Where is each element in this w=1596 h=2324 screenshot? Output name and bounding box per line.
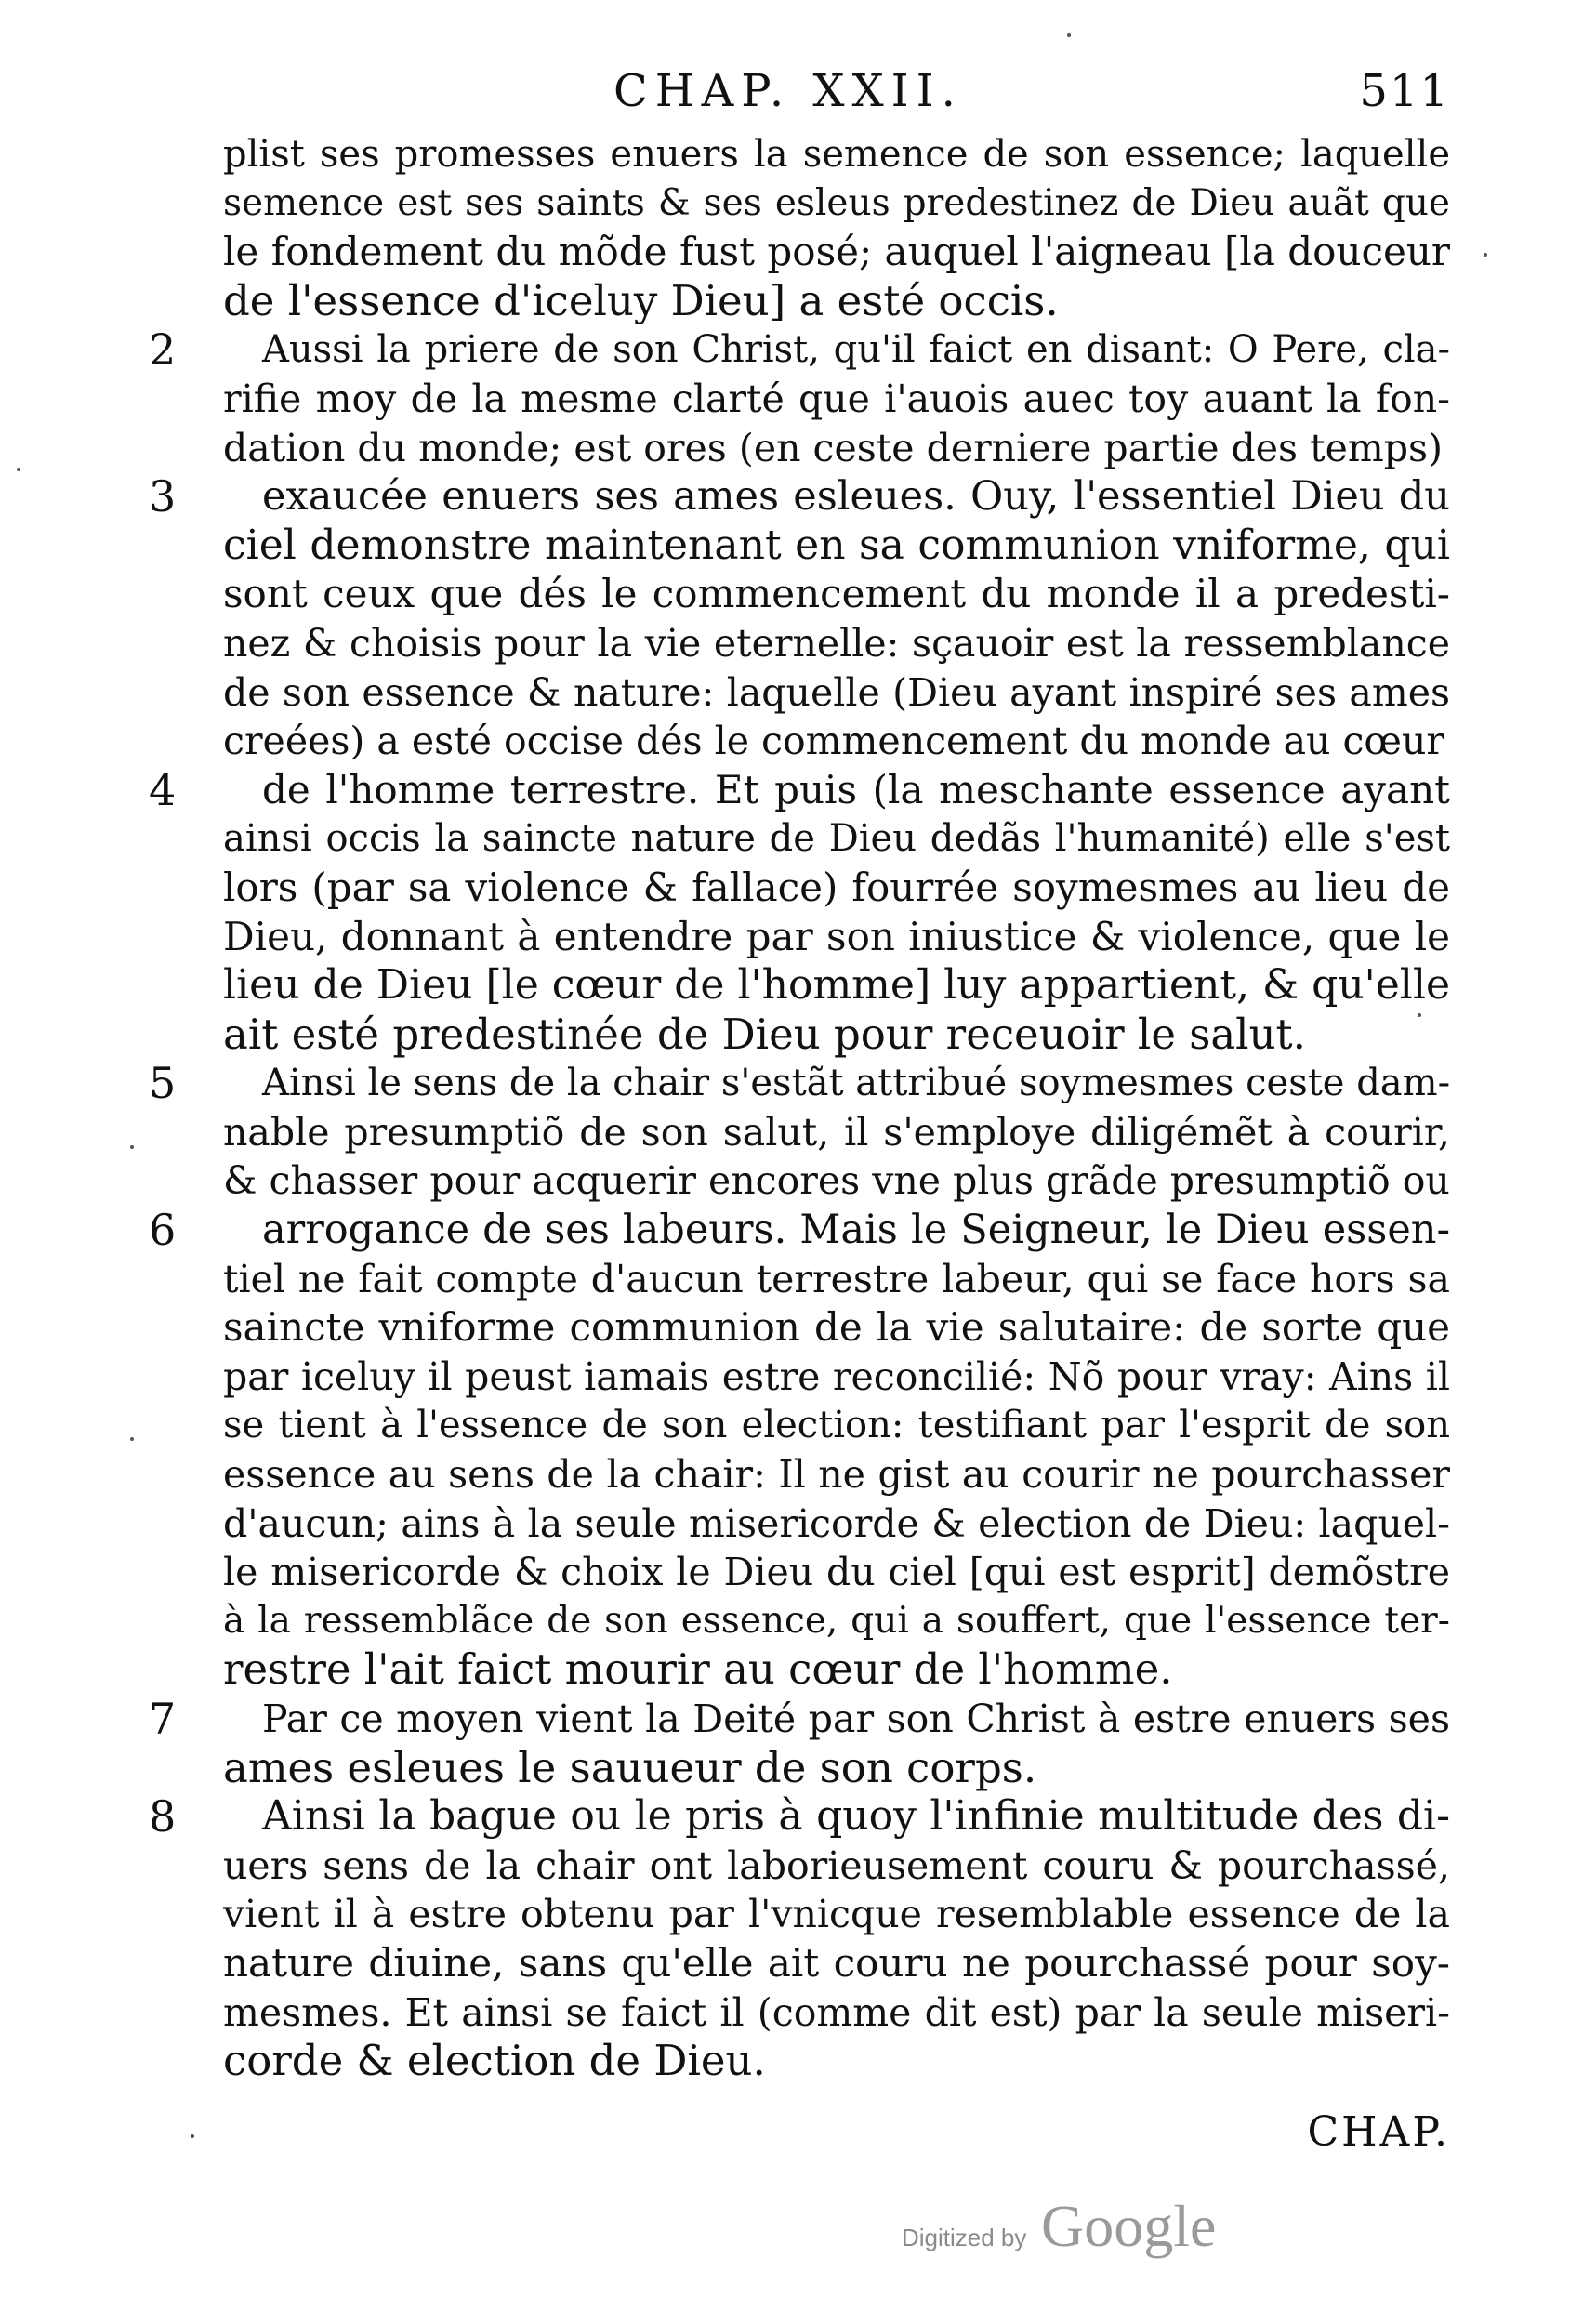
verse-number: 7 [149,1694,177,1744]
text-line [223,1156,1450,1206]
line-text: essence au sens de la chair: Il ne gist au courir ne pourchasser [223,1452,1450,1498]
line-text: Ainsi le sens de la chair s'estãt attribué soymesmes ceste dam- [262,1062,1451,1105]
catchword: CHAP. [1307,2108,1450,2156]
text-line [223,961,1450,1010]
line-text: ames esleues le sauueur de son corps. [223,1742,1037,1792]
text-line [223,1842,1450,1891]
line-text: dation du monde; est ores (en ceste derniere partie des temps) [223,425,1444,470]
text-line [223,1597,1450,1646]
verse-number: 4 [149,764,177,815]
text-line [223,277,1450,326]
line-text: Dieu, donnant à entendre par son iniustice & violence, que le [223,913,1450,959]
line-text: & chasser pour acquerir encores vne plus grãde presumptiõ ou [223,1158,1450,1204]
line-text: ciel demonstre maintenant en sa communion vniforme, qui [223,521,1450,569]
line-text: tiel ne fait compte d'aucun terrestre labeur, qui se face hors sa [223,1256,1450,1301]
line-text: lors (par sa violence & fallace) fourrée soymesmes au lieu de [223,864,1450,910]
text-line [223,1401,1450,1450]
text-line [223,619,1450,668]
line-text: creées) a esté occise dés le commencement du monde au cœur [223,719,1444,764]
line-text: corde & election de Dieu. [223,2036,766,2086]
text-line [149,1205,1450,1256]
line-text: restre l'ait faict mourir au cœur de l'homme. [223,1644,1173,1695]
text-line [223,424,1450,473]
text-line [149,1791,1450,1842]
line-text: le fondement du mõde fust posé; auquel l'aigneau [la douceur [223,229,1450,275]
scan-speck [1418,1013,1421,1017]
text-line [223,1939,1450,1988]
text-line [223,1353,1450,1402]
line-text: plist ses promesses enuers la semence de son essence; laquelle [223,133,1450,176]
line-text: le misericorde & choix le Dieu du ciel [qui est esprit] demõstre [223,1550,1450,1595]
line-text: ait esté predestinée de Dieu pour receuoir le salut. [223,1009,1306,1059]
text-line [223,1890,1450,1939]
text-line [223,1499,1450,1549]
text-line [223,1988,1450,2038]
verse-number: 3 [149,471,177,522]
text-line [223,1108,1450,1157]
page-number: 511 [1359,65,1450,117]
line-text: de son essence & nature: laquelle (Dieu ayant inspiré ses ames [223,669,1450,715]
watermark-prefix: Digitized by [902,2224,1027,2251]
line-text: vient il à estre obtenu par l'vnicque resemblable essence de la [223,1892,1450,1937]
text-line [223,522,1450,571]
line-text: mesmes. Et ainsi se faict il (comme dit est) par la seule miseri- [223,1989,1450,2035]
text-line [149,1058,1451,1109]
verse-number: 2 [149,324,177,376]
line-text: Aussi la priere de son Christ, qu'il faict en disant: O Pere, cla- [262,328,1450,372]
line-text: arrogance de ses labeurs. Mais le Seigneur, le Dieu essen- [262,1207,1450,1254]
text-line [223,717,1450,766]
verse-number: 8 [149,1791,177,1842]
line-text: Ainsi la bague ou le pris à quoy l'infinie multitude des di- [262,1792,1450,1841]
line-text: de l'homme terrestre. Et puis (la meschante essence ayant [262,766,1450,812]
line-text: nature diuine, sans qu'elle ait couru ne pourchassé pour soy- [223,1939,1450,1986]
line-text: exaucée enuers ses ames esleues. Ouy, l'essentiel Dieu du [262,473,1450,521]
text-line [223,668,1450,718]
line-text: d'aucun; ains à la seule misericorde & election de Dieu: laquel- [223,1500,1450,1546]
text-line [223,1010,1450,1060]
text-line [223,1744,1450,1793]
scan-speck [17,468,20,471]
watermark-logo: Google [1041,2193,1217,2259]
text-line [223,913,1450,962]
text-line [149,471,1450,522]
text-line [223,864,1450,913]
text-line [223,1548,1450,1597]
digitization-watermark [902,2192,1255,2257]
line-text: Par ce moyen vient la Deité par son Christ à estre enuers ses [262,1697,1450,1741]
text-line [149,1694,1450,1744]
body-text [149,130,1451,2086]
line-text: semence est ses saints & ses esleus predestinez de Dieu auãt que [223,181,1450,224]
text-line [223,814,1450,864]
text-line [223,228,1450,277]
chapter-title: CHAP. XXII. [613,65,963,117]
line-text: se tient à l'essence de son election: testifiant par l'esprit de son [223,1404,1450,1447]
text-line [223,130,1450,179]
text-line [223,179,1450,229]
line-text: uers sens de la chair ont laborieusement couru & pourchassé, [223,1842,1450,1888]
verse-number: 6 [149,1205,177,1256]
text-line [223,375,1450,424]
line-text: rifie moy de la mesme clarté que i'auois auec toy auant la fon- [223,376,1450,421]
scan-speck [130,1437,134,1441]
line-text: ainsi occis la saincte nature de Dieu dedãs l'humanité) elle s'est [223,817,1450,861]
text-line [223,2037,1450,2086]
line-text: saincte vniforme communion de la vie salutaire: de sorte que [223,1304,1450,1351]
text-line [223,1645,1450,1695]
line-text: nez & choisis pour la vie eternelle: sçauoir est la ressemblance [223,620,1450,666]
line-text: sont ceux que dés le commencement du monde il a predesti- [223,571,1450,617]
line-text: nable presumptiõ de son salut, il s'employe diligémẽt à courir, [223,1109,1450,1155]
running-header [613,65,1450,130]
line-text: à la ressemblãce de son essence, qui a souffert, que l'essence ter- [223,1599,1450,1642]
text-line [223,570,1450,619]
scan-speck [191,2134,194,2138]
scan-speck [1067,33,1071,37]
scan-speck [1484,253,1487,257]
line-text: de l'essence d'iceluy Dieu] a esté occis. [223,275,1059,325]
text-line [149,324,1450,376]
verse-number: 5 [149,1058,177,1109]
text-line [149,764,1450,815]
text-line [223,1303,1450,1353]
text-line [223,1450,1450,1499]
line-text: lieu de Dieu [le cœur de l'homme] luy appartient, & qu'elle [223,961,1450,1010]
text-line [223,1255,1450,1304]
scan-speck [130,1145,134,1149]
line-text: par iceluy il peust iamais estre reconcilié: Nõ pour vray: Ains il [223,1353,1450,1399]
